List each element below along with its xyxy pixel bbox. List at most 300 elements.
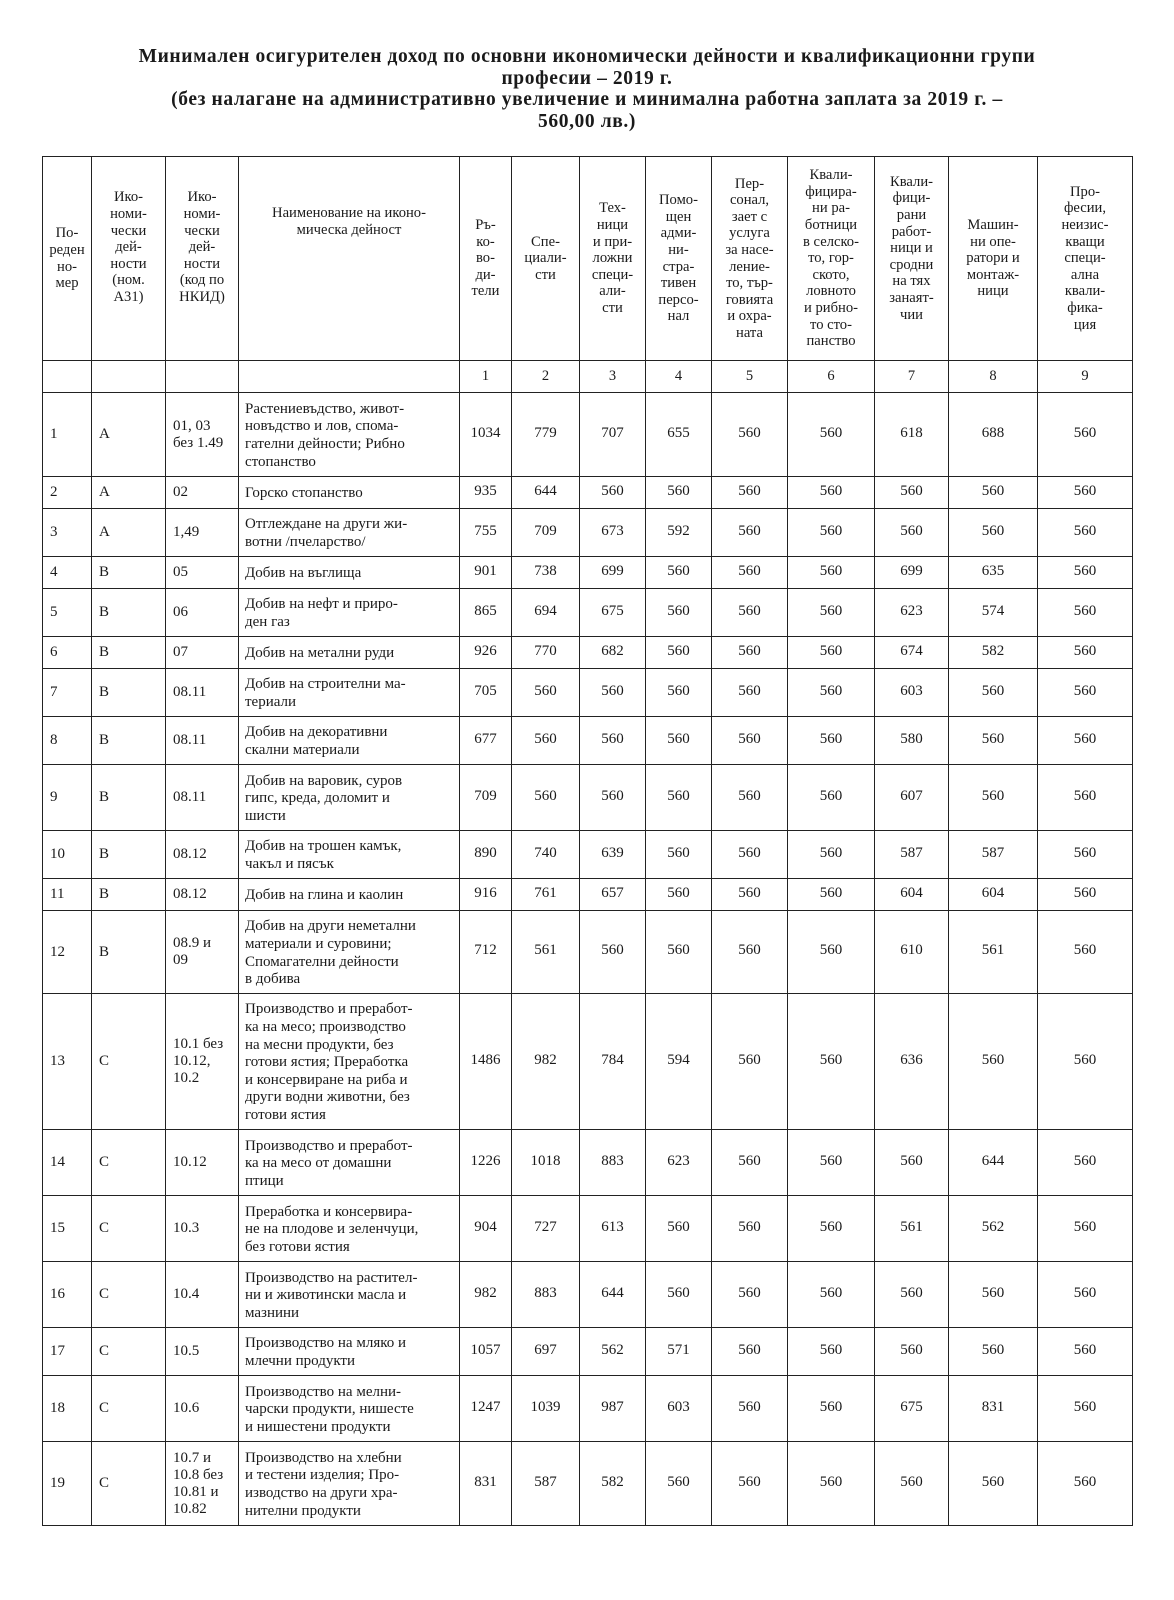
row-number: 13: [43, 994, 92, 1130]
row-section: С: [92, 994, 166, 1130]
name-line: чакъл и пясък: [245, 856, 334, 872]
row-value: 560: [712, 669, 788, 717]
header-line: сонал,: [729, 192, 770, 209]
header-line: реден: [49, 241, 85, 258]
name-line: Производство на хлебни: [245, 1449, 402, 1466]
row-value: 755: [460, 509, 512, 557]
row-value: 644: [949, 1130, 1038, 1196]
row-value: 883: [512, 1262, 580, 1328]
row-value: 697: [512, 1328, 580, 1376]
name-line: други водни животни, без: [245, 1089, 410, 1106]
row-nkid-code: [166, 717, 239, 765]
row-value: 707: [580, 393, 646, 477]
row-value: 982: [512, 994, 580, 1130]
name-line: на месни продукти, без: [245, 1036, 394, 1053]
row-value: 560: [712, 637, 788, 669]
header-line: ности: [183, 255, 221, 272]
row-value: 560: [949, 669, 1038, 717]
row-number: 2: [43, 477, 92, 509]
code-line: 10.12,: [173, 1053, 211, 1069]
name-line: Добив на въглища: [245, 565, 362, 582]
name-line: и нишестени продукти: [245, 1418, 391, 1435]
row-value: 677: [460, 717, 512, 765]
row-value: 738: [512, 557, 580, 589]
name-line: млечни продукти: [245, 1353, 356, 1369]
code-line: 10.82: [173, 1500, 207, 1517]
name-line: готови ястия; Преработка: [245, 1054, 409, 1071]
row-nkid-code: [166, 831, 239, 879]
row-activity-name: [239, 1442, 460, 1526]
header-line: и при-: [592, 233, 633, 250]
header-line: во-: [476, 250, 495, 267]
row-value: 560: [646, 589, 712, 637]
row-value: 560: [875, 1328, 949, 1376]
name-line: Производство на мелни-: [245, 1383, 402, 1400]
group-number: 6: [788, 361, 875, 393]
group-number: 1: [460, 361, 512, 393]
row-value: 560: [512, 765, 580, 831]
title-line-1: Минимален осигурителен доход по основни икономически дейности и квалификационни групи: [138, 46, 1036, 67]
header-line: в селско-: [803, 233, 859, 250]
row-value: 657: [580, 879, 646, 911]
code-line: 09: [173, 952, 188, 968]
row-value: 987: [580, 1376, 646, 1442]
row-value: 561: [512, 911, 580, 994]
title-line-4: 560,00 лв.): [538, 110, 636, 132]
table-row: [43, 1376, 1133, 1442]
row-activity-name: [239, 1328, 460, 1376]
title-line-3: (без налагане на административно увеличение и минимална работна заплата за 2019 г. –: [171, 89, 1003, 110]
header-activity-a31: [92, 157, 166, 361]
row-activity-name: [239, 911, 460, 994]
header-line: и охра-: [727, 308, 772, 325]
header-line: ди-: [475, 266, 496, 283]
row-nkid-code: [166, 879, 239, 911]
row-value: 560: [1038, 1376, 1133, 1442]
row-value: 560: [788, 765, 875, 831]
header-line: услуга: [729, 225, 770, 242]
row-number: 15: [43, 1196, 92, 1262]
header-line: за насе-: [725, 241, 774, 258]
name-line: Добив на варовик, суров: [245, 772, 403, 789]
code-line: 10.4: [173, 1286, 200, 1302]
row-value: 560: [712, 1130, 788, 1196]
table-row: [43, 1262, 1133, 1328]
row-value: 560: [646, 879, 712, 911]
row-value: 779: [512, 393, 580, 477]
code-line: 10.8 без: [173, 1466, 224, 1483]
row-value: 560: [949, 1442, 1038, 1526]
code-line: 08.12: [173, 846, 207, 862]
table-row: [43, 717, 1133, 765]
row-activity-name: [239, 717, 460, 765]
table-row: [43, 831, 1133, 879]
header-line: адми-: [660, 225, 697, 242]
name-line: мазнини: [245, 1304, 300, 1321]
name-line: не на плодове и зеленчуци,: [245, 1221, 419, 1238]
code-line: 10.3: [173, 1220, 200, 1236]
row-value: 560: [1038, 1196, 1133, 1262]
header-line: тели: [471, 283, 500, 300]
header-line: НКИД): [179, 288, 225, 305]
row-value: 935: [460, 477, 512, 509]
header-line: мер: [55, 275, 79, 292]
header-line: али-: [599, 283, 626, 300]
name-line: скални материали: [245, 742, 360, 758]
row-value: 603: [646, 1376, 712, 1442]
row-value: 560: [949, 994, 1038, 1130]
header-line: ратори и: [966, 250, 1020, 267]
name-line: чарски продукти, нишесте: [245, 1401, 414, 1418]
table-row: [43, 1328, 1133, 1376]
header-group-8: [949, 157, 1038, 361]
row-value: 560: [1038, 669, 1133, 717]
row-number: 17: [43, 1328, 92, 1376]
header-line: нал: [667, 308, 690, 325]
header-line: Ръ-: [475, 217, 496, 234]
row-section: А: [92, 393, 166, 477]
row-value: 560: [646, 1262, 712, 1328]
row-value: 560: [875, 1262, 949, 1328]
code-line: 10.2: [173, 1070, 200, 1086]
row-value: 699: [580, 557, 646, 589]
row-value: 560: [788, 669, 875, 717]
row-number: 16: [43, 1262, 92, 1328]
row-value: 560: [712, 765, 788, 831]
header-line: Тех-: [599, 200, 626, 217]
row-value: 560: [1038, 994, 1133, 1130]
row-value: 644: [580, 1262, 646, 1328]
header-line: кващи: [1065, 233, 1105, 250]
row-section: А: [92, 509, 166, 557]
row-value: 560: [788, 1328, 875, 1376]
header-activity-code: [166, 157, 239, 361]
row-value: 1226: [460, 1130, 512, 1196]
row-value: 607: [875, 765, 949, 831]
row-value: 560: [646, 1442, 712, 1526]
header-line: ко-: [476, 233, 495, 250]
header-line: ности: [110, 255, 147, 272]
row-value: 831: [460, 1442, 512, 1526]
row-activity-name: [239, 831, 460, 879]
row-number: 12: [43, 911, 92, 994]
header-row: [43, 157, 1133, 361]
header-line: монтаж-: [966, 266, 1020, 283]
row-value: 1247: [460, 1376, 512, 1442]
row-nkid-code: [166, 1196, 239, 1262]
code-line: 10.6: [173, 1400, 200, 1416]
group-number: 8: [949, 361, 1038, 393]
header-line: но-: [57, 258, 77, 275]
row-section: С: [92, 1262, 166, 1328]
row-value: 560: [949, 1328, 1038, 1376]
row-value: 613: [580, 1196, 646, 1262]
header-line: рани: [896, 207, 927, 224]
row-value: 560: [646, 1196, 712, 1262]
code-line: без 1.49: [173, 434, 224, 451]
row-value: 560: [646, 477, 712, 509]
column-number-row: [43, 361, 1133, 393]
row-value: 561: [875, 1196, 949, 1262]
code-line: 1,49: [173, 524, 200, 540]
row-value: 639: [580, 831, 646, 879]
row-value: 560: [1038, 879, 1133, 911]
row-nkid-code: [166, 393, 239, 477]
row-activity-name: [239, 557, 460, 589]
row-value: 560: [712, 879, 788, 911]
row-section: В: [92, 879, 166, 911]
row-value: 682: [580, 637, 646, 669]
row-value: 560: [875, 1442, 949, 1526]
row-nkid-code: [166, 765, 239, 831]
row-value: 574: [949, 589, 1038, 637]
row-value: 560: [788, 1130, 875, 1196]
header-group-3: [580, 157, 646, 361]
header-line: По-: [55, 225, 79, 242]
table-row: [43, 765, 1133, 831]
code-line: 10.1 без: [173, 1036, 224, 1052]
row-value: 560: [949, 765, 1038, 831]
header-line: ското,: [812, 266, 850, 283]
row-section: В: [92, 717, 166, 765]
header-line: чески: [110, 222, 147, 239]
table-row: [43, 589, 1133, 637]
row-section: С: [92, 1328, 166, 1376]
header-line: Спе-: [531, 233, 560, 250]
row-value: 699: [875, 557, 949, 589]
row-value: 675: [580, 589, 646, 637]
header-line: ни-: [668, 241, 689, 258]
name-line: новъдство и лов, спома-: [245, 418, 399, 435]
row-value: 740: [512, 831, 580, 879]
row-number: 14: [43, 1130, 92, 1196]
row-value: 831: [949, 1376, 1038, 1442]
header-line: персо-: [658, 291, 699, 308]
name-line: Добив на глина и каолин: [245, 887, 404, 904]
row-value: 560: [712, 1328, 788, 1376]
header-line: говията: [725, 291, 774, 308]
table-row: [43, 1442, 1133, 1526]
row-value: 560: [1038, 557, 1133, 589]
row-value: 560: [788, 637, 875, 669]
group-number: 7: [875, 361, 949, 393]
header-group-6: [788, 157, 875, 361]
row-value: 560: [580, 669, 646, 717]
header-line: работ-: [891, 223, 932, 240]
header-line: фици-: [892, 190, 931, 207]
header-line: то, тър-: [726, 275, 773, 292]
row-value: 560: [788, 1442, 875, 1526]
row-number: 4: [43, 557, 92, 589]
row-value: 560: [949, 717, 1038, 765]
row-value: 560: [875, 509, 949, 557]
row-section: С: [92, 1442, 166, 1526]
header-line: чии: [900, 306, 923, 323]
name-line: Добив на метални руди: [245, 645, 395, 662]
row-value: 890: [460, 831, 512, 879]
row-value: 761: [512, 879, 580, 911]
header-line: специ-: [591, 266, 634, 283]
row-number: 5: [43, 589, 92, 637]
name-line: Добив на други неметални: [245, 918, 416, 935]
row-value: 560: [1038, 765, 1133, 831]
row-activity-name: [239, 1376, 460, 1442]
row-value: 603: [875, 669, 949, 717]
table-row: [43, 509, 1133, 557]
row-value: 560: [788, 1262, 875, 1328]
group-number: 9: [1038, 361, 1133, 393]
header-group-1: [460, 157, 512, 361]
row-value: 560: [949, 477, 1038, 509]
header-line: на тях: [892, 273, 931, 290]
row-value: 560: [646, 669, 712, 717]
header-line: тивен: [660, 275, 697, 292]
name-line: Производство и преработ-: [245, 1137, 413, 1154]
row-nkid-code: [166, 557, 239, 589]
header-line: Ико-: [187, 189, 217, 206]
row-number: 9: [43, 765, 92, 831]
row-section: В: [92, 765, 166, 831]
name-line: териали: [245, 694, 297, 710]
name-line: Добив на декоративни: [245, 724, 388, 741]
row-activity-name: [239, 477, 460, 509]
code-line: 07: [173, 644, 188, 660]
name-line: без готови ястия: [245, 1238, 350, 1255]
row-section: В: [92, 589, 166, 637]
row-value: 560: [788, 393, 875, 477]
header-line: неизис-: [1061, 217, 1109, 234]
row-nkid-code: [166, 1376, 239, 1442]
document-title: [40, 46, 1134, 132]
header-line: стра-: [662, 258, 695, 275]
header-line: ници: [596, 217, 629, 234]
row-nkid-code: [166, 1130, 239, 1196]
header-line: ция: [1073, 316, 1097, 333]
row-value: 1039: [512, 1376, 580, 1442]
row-value: 865: [460, 589, 512, 637]
name-line: стопанство: [245, 453, 316, 470]
row-activity-name: [239, 637, 460, 669]
header-line: фесии,: [1063, 200, 1107, 217]
row-value: 926: [460, 637, 512, 669]
row-value: 560: [788, 911, 875, 994]
row-value: 655: [646, 393, 712, 477]
row-value: 1486: [460, 994, 512, 1130]
row-value: 582: [949, 637, 1038, 669]
row-value: 580: [875, 717, 949, 765]
header-line: Ико-: [113, 189, 144, 206]
row-value: 561: [949, 911, 1038, 994]
row-nkid-code: [166, 994, 239, 1130]
row-value: 560: [1038, 477, 1133, 509]
row-value: 560: [512, 717, 580, 765]
row-value: 592: [646, 509, 712, 557]
header-line: ложни: [592, 250, 633, 267]
row-value: 709: [512, 509, 580, 557]
header-group-4: [646, 157, 712, 361]
row-value: 770: [512, 637, 580, 669]
row-value: 560: [1038, 717, 1133, 765]
group-number: 4: [646, 361, 712, 393]
row-value: 560: [1038, 637, 1133, 669]
table-row: [43, 557, 1133, 589]
row-value: 560: [646, 911, 712, 994]
row-value: 560: [646, 557, 712, 589]
row-value: 673: [580, 509, 646, 557]
header-line: циали-: [524, 250, 567, 267]
header-line: сти: [535, 266, 556, 283]
name-line: ден газ: [245, 614, 290, 630]
row-value: 709: [460, 765, 512, 831]
header-line: и рибно-: [804, 299, 858, 316]
name-line: гателни дейности; Рибно: [245, 436, 405, 452]
row-section: В: [92, 557, 166, 589]
row-number: 6: [43, 637, 92, 669]
name-line: и консервиране на риба и: [245, 1071, 408, 1088]
code-line: 02: [173, 484, 188, 500]
name-line: изводство на други хра-: [245, 1485, 398, 1501]
group-number: 2: [512, 361, 580, 393]
row-number: 8: [43, 717, 92, 765]
name-line: гипс, креда, доломит и: [245, 790, 390, 807]
row-value: 560: [1038, 1262, 1133, 1328]
header-line: ловното: [806, 283, 856, 300]
row-value: 560: [788, 509, 875, 557]
table-row: [43, 669, 1133, 717]
header-line: Про-: [1070, 183, 1100, 200]
row-value: 688: [949, 393, 1038, 477]
table-row: [43, 911, 1133, 994]
row-value: 623: [875, 589, 949, 637]
row-nkid-code: [166, 1442, 239, 1526]
row-value: 560: [788, 879, 875, 911]
header-line: ници: [977, 283, 1009, 300]
row-value: 618: [875, 393, 949, 477]
row-section: В: [92, 831, 166, 879]
row-value: 560: [580, 765, 646, 831]
row-activity-name: [239, 669, 460, 717]
row-value: 560: [788, 477, 875, 509]
header-line: ботници: [804, 217, 858, 234]
header-line: зает с: [731, 208, 768, 225]
row-value: 560: [1038, 1328, 1133, 1376]
header-line: занаят-: [889, 289, 934, 306]
row-activity-name: [239, 1262, 460, 1328]
code-line: 08.12: [173, 886, 207, 902]
header-line: дей-: [115, 239, 142, 256]
row-value: 560: [712, 1196, 788, 1262]
title-line-2: професии – 2019 г.: [501, 67, 673, 89]
header-group-2: [512, 157, 580, 361]
row-nkid-code: [166, 589, 239, 637]
row-value: 674: [875, 637, 949, 669]
name-line: нителни продукти: [245, 1502, 361, 1519]
header-line: специ-: [1064, 250, 1106, 267]
row-value: 560: [875, 1130, 949, 1196]
row-activity-name: [239, 589, 460, 637]
row-value: 560: [712, 1376, 788, 1442]
header-line: Квали-: [890, 173, 933, 190]
table-row: [43, 1196, 1133, 1262]
row-value: 560: [646, 637, 712, 669]
header-line: фика-: [1067, 299, 1103, 316]
header-line: квали-: [1064, 283, 1106, 300]
header-order: [43, 157, 92, 361]
row-number: 18: [43, 1376, 92, 1442]
row-value: 560: [712, 589, 788, 637]
row-value: 562: [949, 1196, 1038, 1262]
row-value: 560: [646, 717, 712, 765]
